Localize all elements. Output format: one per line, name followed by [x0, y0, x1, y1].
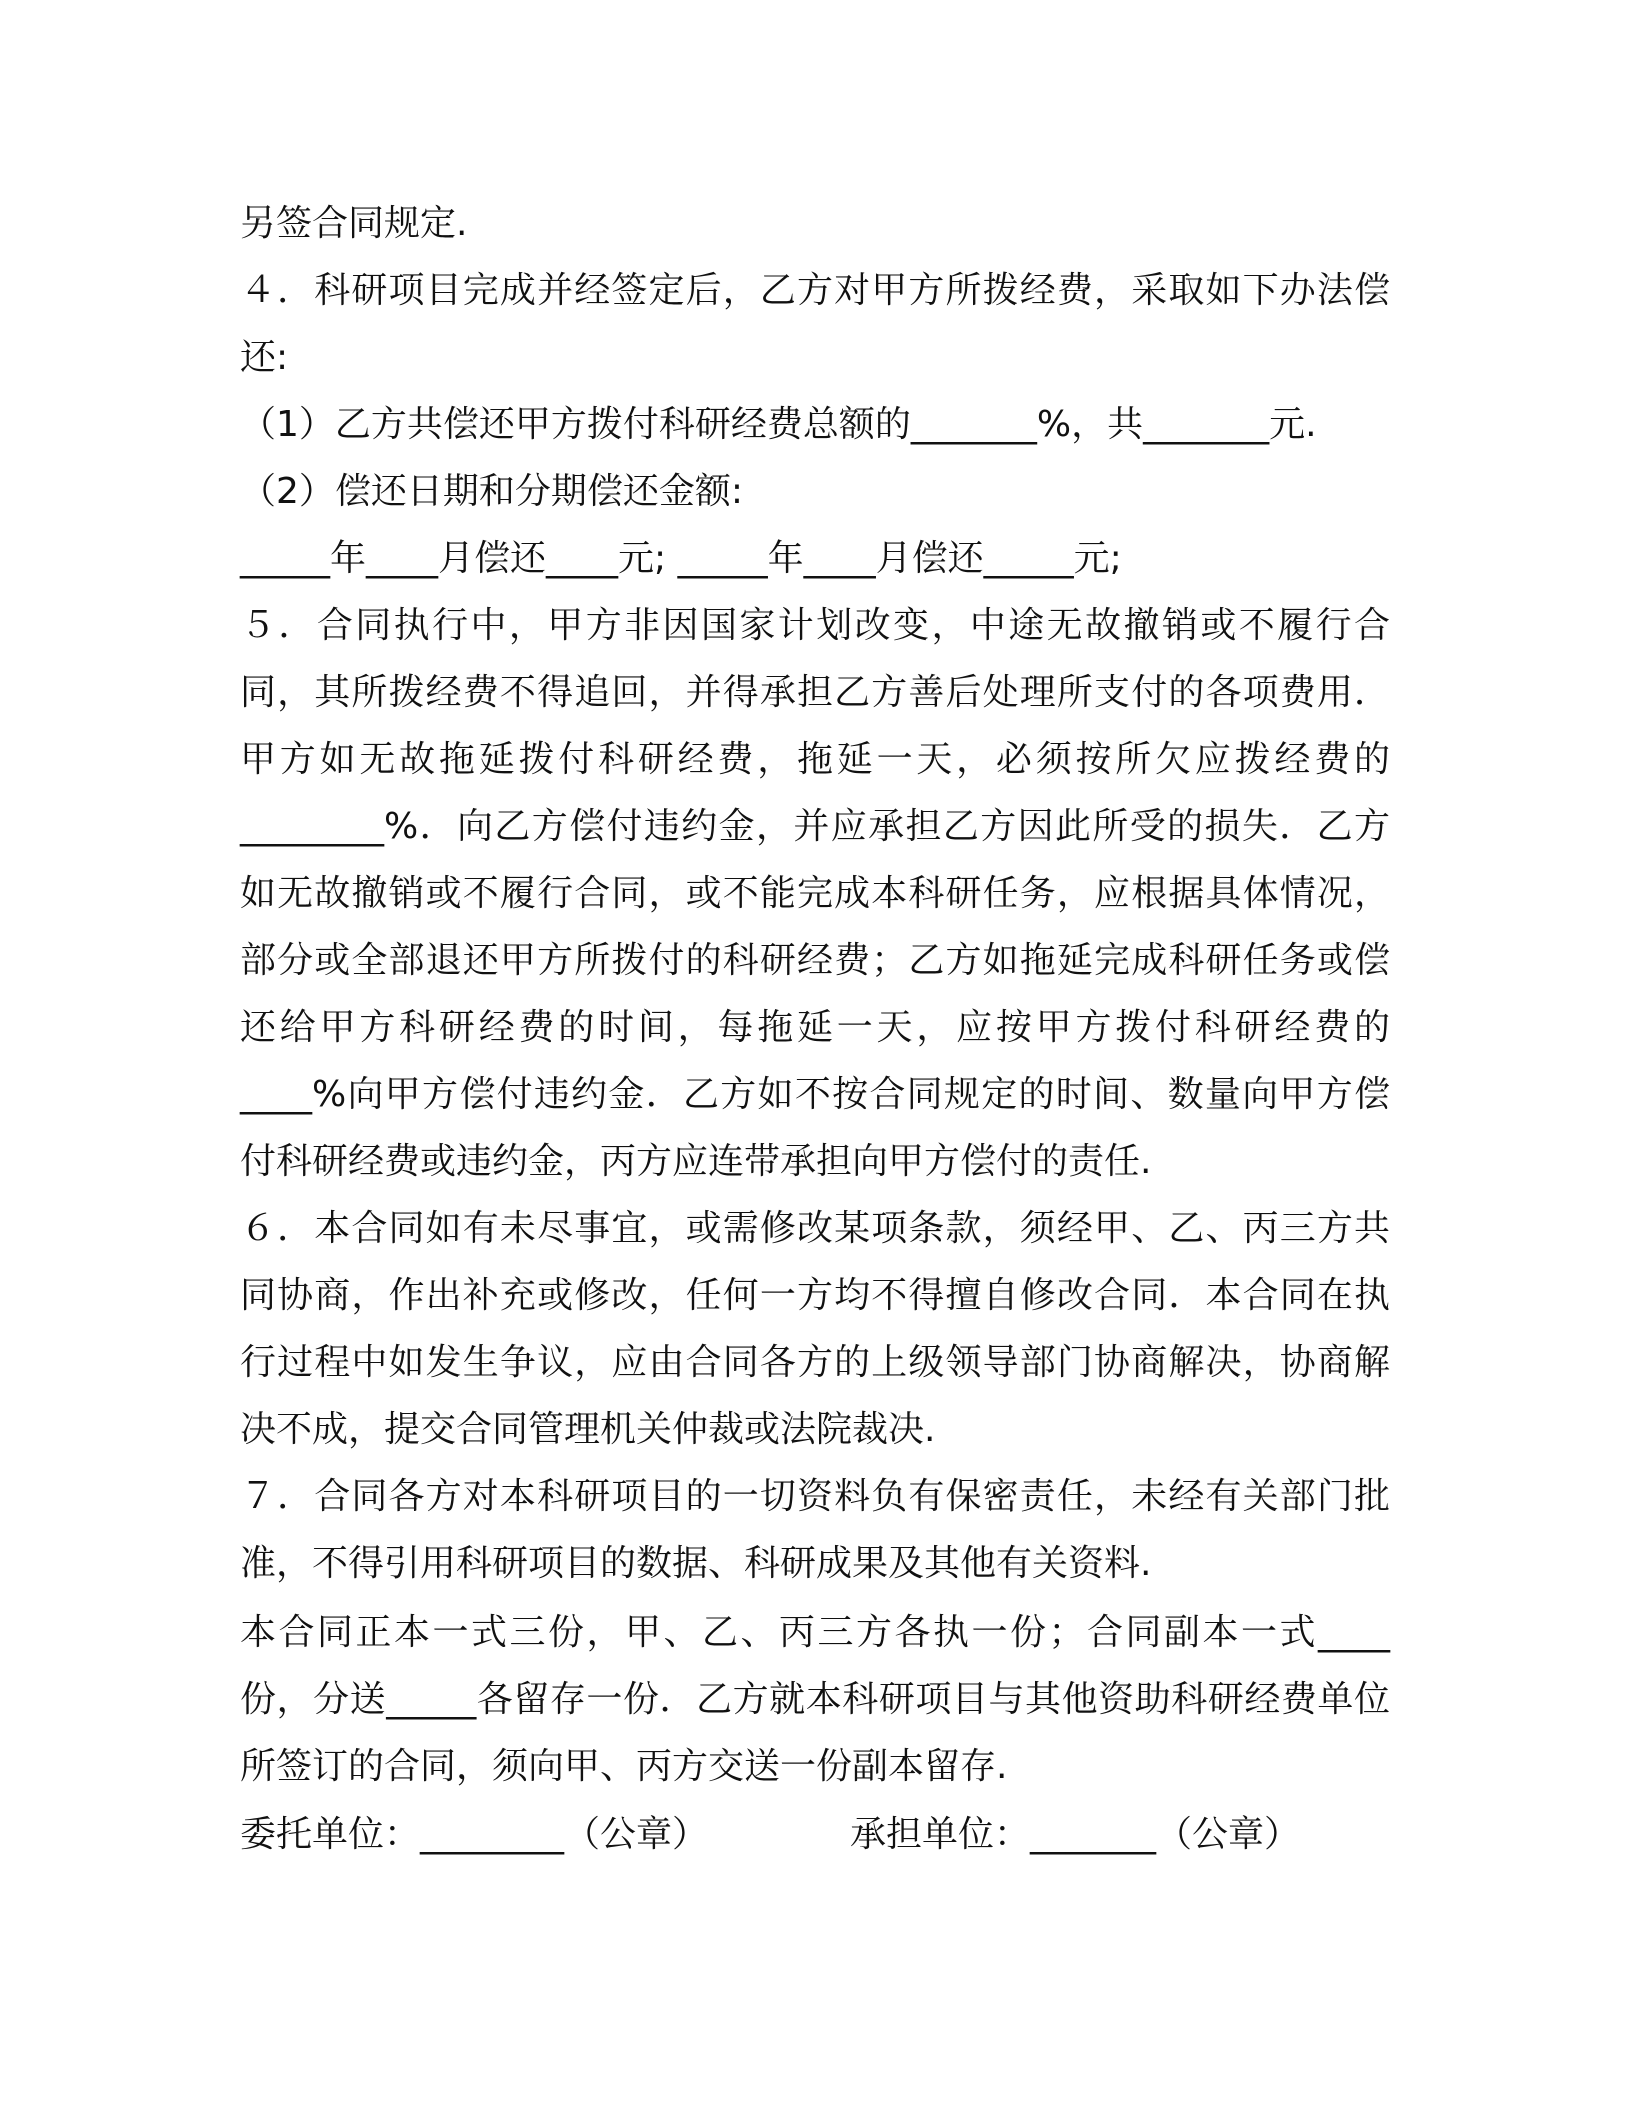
copies-clause: 本合同正本一式三份，甲、乙、丙三方各执一份；合同副本一式____份，分送_____各留存一份．乙方就本科研项目与其他资助科研经费单位所签订的合同，须向甲、丙方交送一份副本留存. [240, 1612, 1390, 1787]
clause-6: ６．本合同如有未尽事宜，或需修改某项条款，须经甲、乙、丙三方共同协商，作出补充或修改，任何一方均不得擅自修改合同．本合同在执行过程中如发生争议，应由合同各方的上级领导部门协商解决，协商解决不成，提交合同管理机关仲裁或法院裁决. [240, 1208, 1390, 1450]
clause-7: ７．合同各方对本科研项目的一切资料负有保密责任，未经有关部门批准，不得引用科研项目的数据、科研成果及其他有关资料. [240, 1476, 1390, 1584]
undertaking-unit-signature: 承担单位：_______（公章） [850, 1814, 1301, 1855]
clause-4: ４．科研项目完成并经签定后，乙方对甲方所拨经费，采取如下办法偿还: [240, 270, 1390, 378]
commissioning-unit-signature: 委托单位：________（公章） [240, 1814, 709, 1855]
contract-page-body [240, 190, 1390, 1800]
signature-row [240, 1805, 1390, 1865]
clause-4-item-2: （2）偿还日期和分期偿还金额: [240, 471, 744, 512]
repayment-schedule-line: _____年____月偿还____元; _____年____月偿还_____元; [240, 538, 1122, 579]
paragraph-continuation: 另签合同规定. [240, 203, 468, 244]
clause-4-item-1: （1）乙方共偿还甲方拨付科研经费总额的_______%，共_______元. [240, 404, 1317, 445]
clause-5: ５．合同执行中，甲方非因国家计划改变，中途无故撤销或不履行合同，其所拨经费不得追回，并得承担乙方善后处理所支付的各项费用．甲方如无故拖延拨付科研经费，拖延一天，必须按所欠应拨经费的________%．向乙方偿付违约金，并应承担乙方因此所受的损失．乙方如无故撤销或不履行合同，或不能完成本科研任务，应根据具体情况，部分或全部退还甲方所拨付的科研经费；乙方如拖延完成科研任务或偿还给甲方科研经费的时间，每拖延一天，应按甲方拨付科研经费的____%向甲方偿付违约金．乙方如不按合同规定的时间、数量向甲方偿付科研经费或违约金，丙方应连带承担向甲方偿付的责任. [240, 605, 1390, 1182]
